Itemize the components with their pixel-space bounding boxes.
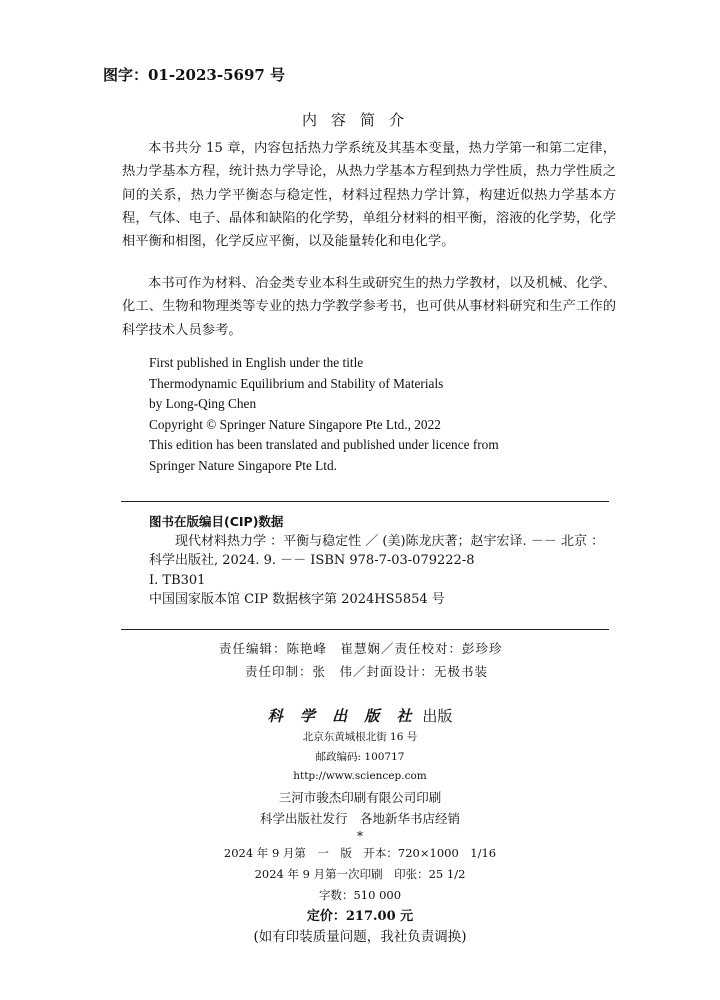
credits-editors: 责任编辑：陈艳峰 崔慧娴／责任校对：彭珍珍 — [219, 641, 503, 656]
divider-rule — [121, 501, 609, 502]
summary-heading: 内容简介 — [301, 111, 418, 129]
english-line: Thermodynamic Equilibrium and Stability of Materials — [149, 375, 444, 391]
cip-block — [149, 512, 611, 610]
english-line: by Long-Qing Chen — [149, 396, 257, 412]
publisher-address: 北京东黄城根北街 16 号 — [302, 731, 418, 743]
star-divider: * — [357, 828, 363, 843]
edition-line-2: 2024 年 9 月第一次印刷 印张：25 1/2 — [254, 866, 466, 881]
quality-note: (如有印装质量问题，我社负责调换) — [253, 928, 467, 945]
english-line: First published in English under the title — [149, 355, 364, 370]
cip-record — [123, 532, 611, 571]
printer: 三河市骏杰印刷有限公司印刷 — [278, 789, 442, 805]
english-line: Copyright © Springer Nature Singapore Pte Ltd., 2022 — [149, 416, 441, 432]
publisher-website: http://www.sciencep.com — [293, 770, 427, 782]
publisher-block — [0, 704, 720, 948]
publisher-name — [0, 704, 720, 728]
english-line: This edition has been translated and published under licence from — [149, 437, 499, 453]
cip-number: 中国国家版本馆 CIP 数据核字第 2024HS5854 号 — [149, 592, 445, 607]
english-copyright-notice — [149, 353, 499, 477]
cip-record-text: 现代材料热力学 ：平衡与稳定性 ／ (美)陈龙庆著；赵宇宏译. －－ 北京 ： 科学出版社, 2024. 9. －－ ISBN 978-7-03-079222-8 — [149, 533, 605, 568]
publisher-suffix: 出版 — [422, 707, 453, 725]
publisher-postcode: 邮政编码: 100717 — [315, 750, 405, 763]
credits-production: 责任印制：张 伟／封面设计：无极书装 — [245, 664, 489, 679]
divider-rule — [121, 629, 609, 630]
summary-paragraph-1: 本书共分 15 章，内容包括热力学系统及其基本变量，热力学第一和第二定律，热力学基本方程，统计热力学导论，从热力学基本方程到热力学性质，热力学性质之间的关系，热力学平衡态与稳定性，材料过程热力学计算，构建近似热力学基本方程，气体、电子、晶体和缺陷的化学势，单组分材料的相平衡，溶液的化学势，化学相平衡和相图，化学反应平衡，以及能量转化和电化学。 — [122, 141, 616, 250]
cip-classification: I. TB301 — [149, 572, 206, 588]
credits — [0, 637, 720, 683]
english-line: Springer Nature Singapore Pte Ltd. — [149, 457, 337, 473]
cip-title: 图书在版编目(CIP)数据 — [149, 514, 284, 529]
publisher-logo-text: 科 学 出 版 社 — [267, 707, 418, 725]
distribution: 科学出版社发行 各地新华书店经销 — [259, 810, 460, 826]
edition-line-1: 2024 年 9 月第 一 版 开本：720×1000 1/16 — [223, 845, 497, 860]
price: 定价：217.00 元 — [306, 908, 414, 924]
registration-number: 图字：01-2023-5697 号 — [103, 66, 286, 84]
summary-paragraph-2: 本书可作为材料、冶金类专业本科生或研究生的热力学教材，以及机械、化学、化工、生物和物理类等专业的热力学教学参考书，也可供从事材料研究和生产工作的科学技术人员参考。 — [122, 276, 616, 338]
word-count: 字数：510 000 — [318, 887, 402, 902]
